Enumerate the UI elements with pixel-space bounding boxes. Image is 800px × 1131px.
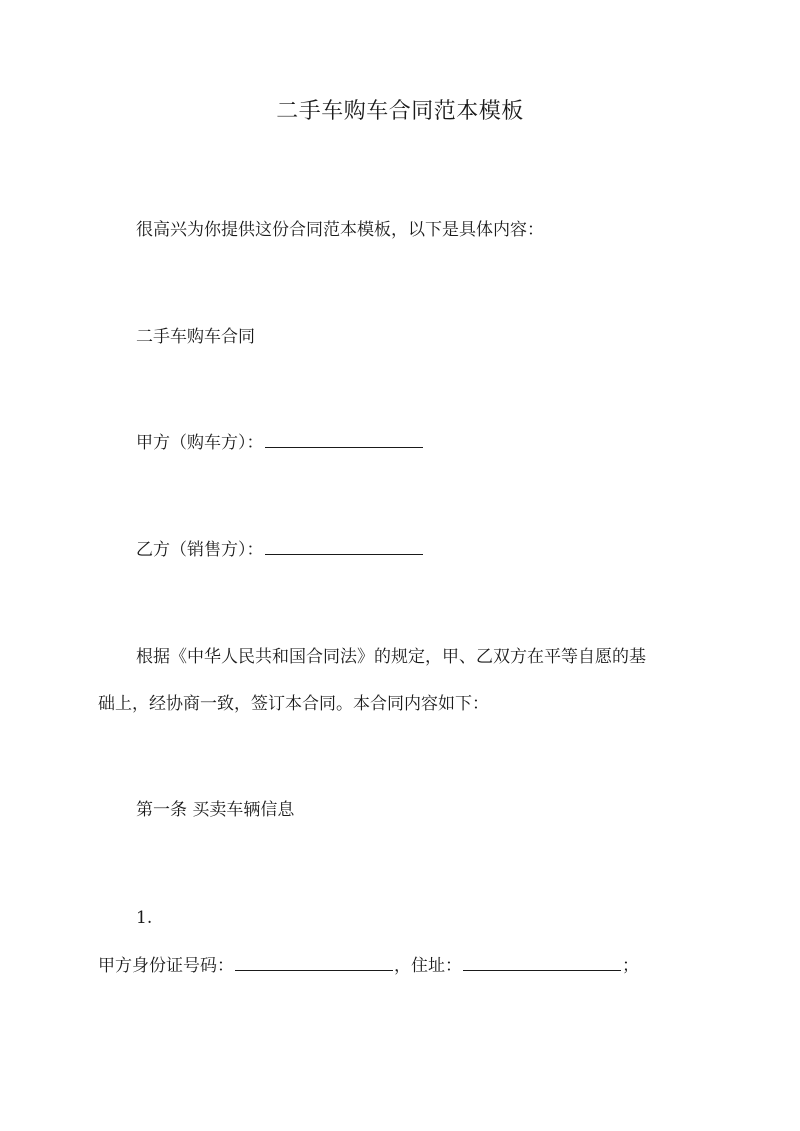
address-blank[interactable]: [463, 954, 621, 971]
id-number-blank[interactable]: [235, 954, 393, 971]
id-number-label: 甲方身份证号码：: [98, 956, 234, 976]
party-a-line: [136, 431, 424, 455]
party-b-line: [136, 538, 424, 562]
line-end-punctuation: ；: [622, 956, 639, 976]
basis-paragraph-line-1: 根据《中华人民共和国合同法》的规定，甲、乙双方在平等自愿的基: [136, 647, 646, 667]
party-b-label: 乙方（销售方）：: [136, 540, 264, 560]
article-1-heading: 第一条 买卖车辆信息: [136, 800, 295, 820]
party-b-blank[interactable]: [265, 538, 423, 555]
document-title: 二手车购车合同范本模板: [276, 99, 524, 124]
party-a-label: 甲方（购车方）：: [136, 433, 264, 453]
item-1-number: 1.: [136, 908, 153, 928]
party-a-blank[interactable]: [265, 431, 423, 448]
address-label: ，住址：: [394, 956, 462, 976]
intro-paragraph: 很高兴为你提供这份合同范本模板，以下是具体内容：: [136, 220, 544, 240]
id-address-line: [98, 954, 639, 978]
contract-heading: 二手车购车合同: [136, 327, 255, 347]
basis-paragraph-line-2: 础上，经协商一致，签订本合同。本合同内容如下：: [98, 694, 489, 714]
